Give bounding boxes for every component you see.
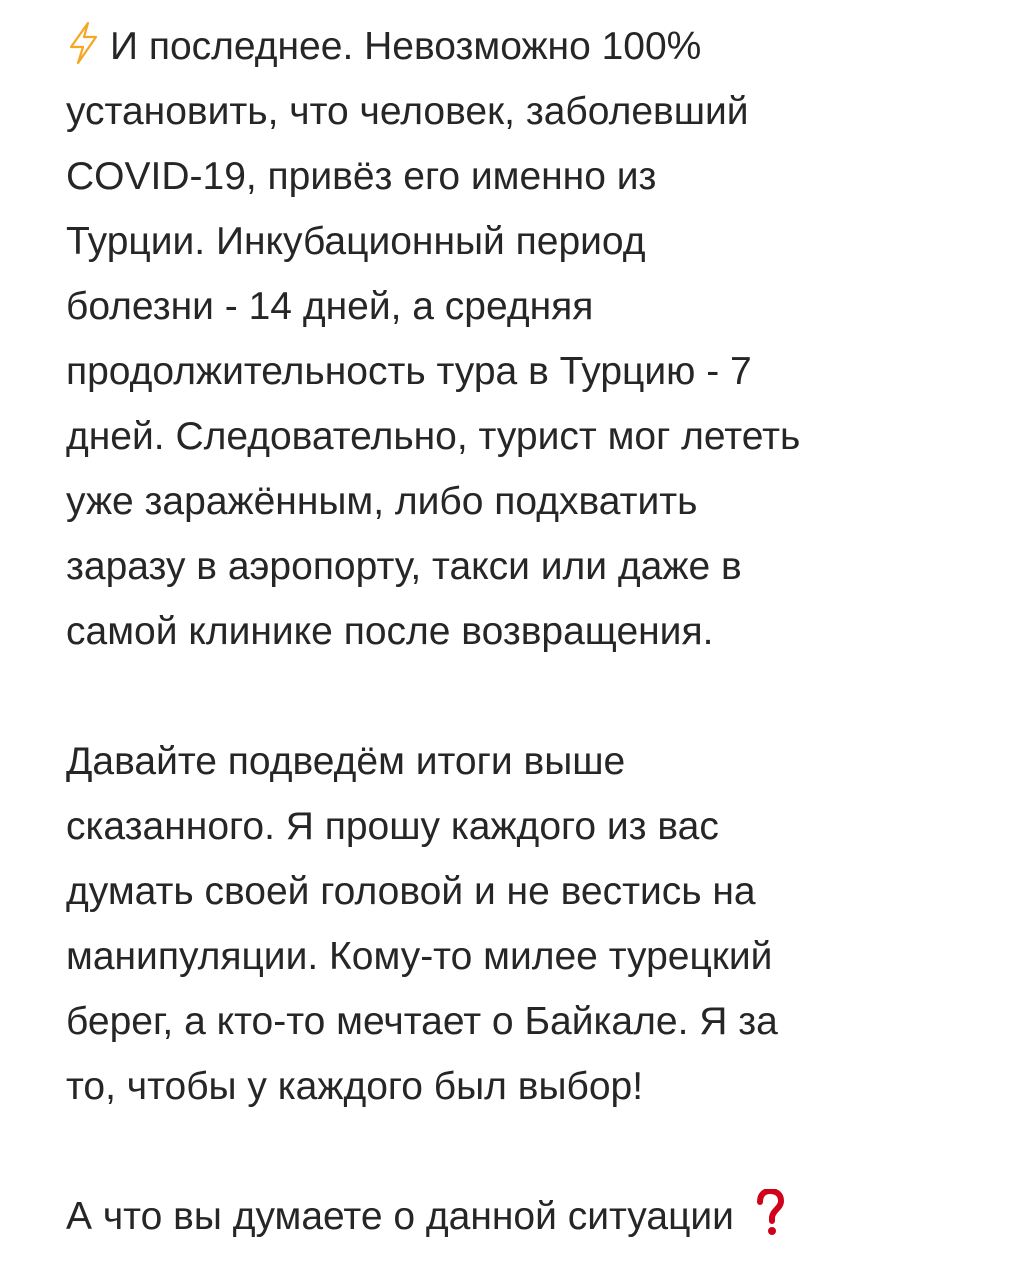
text-line: дней. Следовательно, турист мог лететь xyxy=(66,415,801,458)
text-line-content: И последнее. Невозможно 100% xyxy=(110,25,702,68)
text-line: продолжительность тура в Турцию - 7 xyxy=(66,350,752,393)
high-voltage-icon xyxy=(66,21,100,65)
text-line: установить, что человек, заболевший xyxy=(66,90,749,133)
text-line: уже заражённым, либо подхватить xyxy=(66,480,698,523)
text-line: манипуляции. Кому-то милее турецкий xyxy=(66,935,773,978)
text-line: заразу в аэропорту, такси или даже в xyxy=(66,545,742,588)
text-line-content: А что вы думаете о данной ситуации xyxy=(66,1195,734,1238)
paragraph-conclusion xyxy=(66,14,996,664)
text-line: Турции. Инкубационный период xyxy=(66,220,646,263)
text-line: болезни - 14 дней, а средняя xyxy=(66,285,594,328)
post-text xyxy=(66,14,996,1249)
text-line: то, чтобы у каждого был выбор! xyxy=(66,1065,644,1108)
paragraph-question xyxy=(66,1184,996,1249)
text-line xyxy=(66,14,996,79)
text-line: Давайте подведём итоги выше xyxy=(66,740,626,783)
text-line: сказанного. Я прошу каждого из вас xyxy=(66,805,719,848)
text-line xyxy=(66,1184,996,1249)
text-line: берег, а кто-то мечтает о Байкале. Я за xyxy=(66,1000,778,1043)
text-line: думать своей головой и не вестись на xyxy=(66,870,756,913)
text-line: COVID-19, привёз его именно из xyxy=(66,155,657,198)
text-line: самой клинике после возвращения. xyxy=(66,610,714,653)
red-question-mark-icon xyxy=(756,1189,784,1237)
paragraph-summary xyxy=(66,729,996,1119)
